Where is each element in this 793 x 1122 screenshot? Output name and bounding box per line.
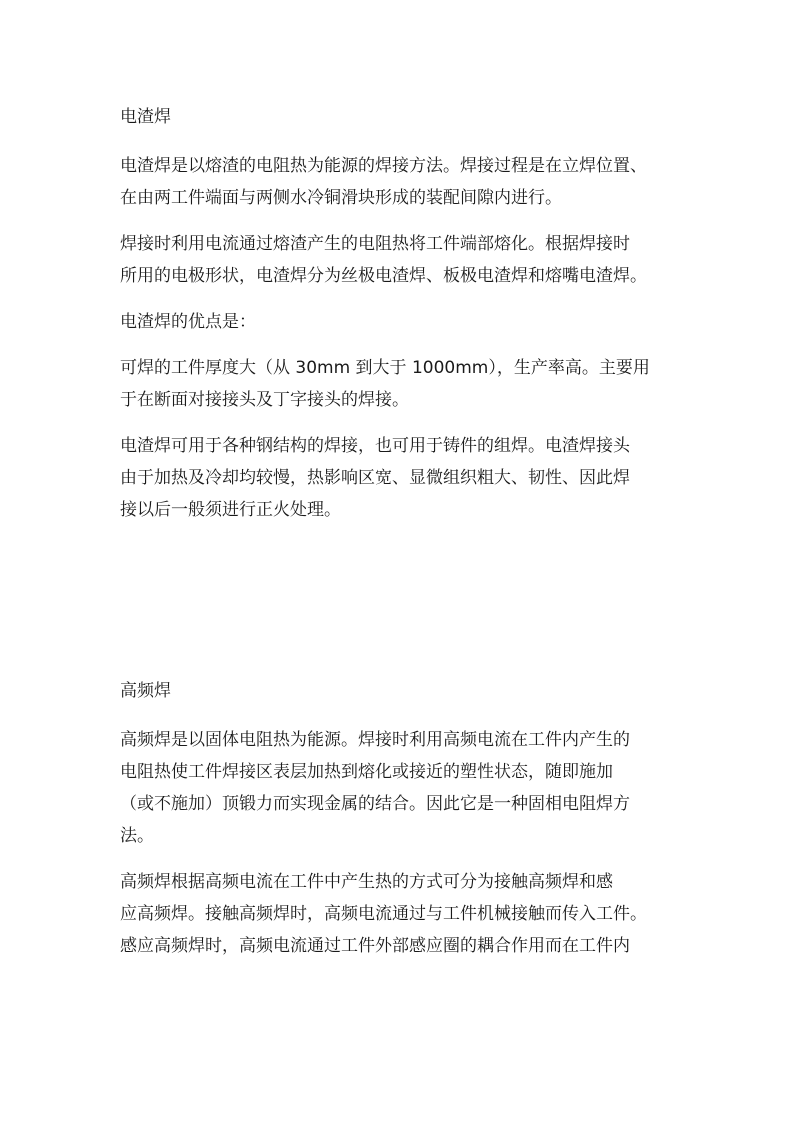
text-line: 焊接时利用电流通过熔渣产生的电阻热将工件端部熔化。根据焊接时 (120, 234, 630, 254)
paragraph (120, 306, 690, 338)
paragraph (120, 150, 690, 214)
text-line: 在由两工件端面与两侧水冷铜滑块形成的装配间隙内进行。 (120, 188, 562, 208)
section-electroslag-welding (120, 101, 690, 540)
paragraph (120, 352, 690, 416)
paragraph (120, 228, 690, 292)
text-line: 应高频焊。接触高频焊时，高频电流通过与工件机械接触而传入工件。 (120, 904, 647, 924)
section-high-frequency-welding (120, 675, 690, 976)
text-line: 感应高频焊时，高频电流通过工件外部感应圈的耦合作用而在工件内 (120, 936, 630, 956)
text-line: 可焊的工件厚度大（从 30mm 到大于 1000mm），生产率高。主要用 (120, 358, 650, 378)
text-line: 电渣焊的优点是： (120, 312, 256, 332)
text-line: 由于加热及冷却均较慢，热影响区宽、显微组织粗大、韧性、因此焊 (120, 468, 630, 488)
text-line: 高频焊是以固体电阻热为能源。焊接时利用高频电流在工件内产生的 (120, 730, 630, 750)
text-line: 高频焊根据高频电流在工件中产生热的方式可分为接触高频焊和感 (120, 872, 613, 892)
text-line: 电渣焊是以熔渣的电阻热为能源的焊接方法。焊接过程是在立焊位置、 (120, 156, 647, 176)
section-title: 高频焊 (120, 681, 171, 701)
text-line: 于在断面对接接头及丁字接头的焊接。 (120, 390, 409, 410)
text-line: （或不施加）顶锻力而实现金属的结合。因此它是一种固相电阻焊方 (120, 794, 630, 814)
text-line: 接以后一般须进行正火处理。 (120, 500, 341, 520)
text-line: 法。 (120, 826, 154, 846)
paragraph (120, 430, 690, 526)
section-title: 电渣焊 (120, 107, 171, 127)
paragraph (120, 866, 690, 962)
text-line: 所用的电极形状，电渣焊分为丝极电渣焊、板极电渣焊和熔嘴电渣焊。 (120, 266, 647, 286)
text-line: 电阻热使工件焊接区表层加热到熔化或接近的塑性状态，随即施加 (120, 762, 613, 782)
paragraph (120, 724, 690, 852)
text-line: 电渣焊可用于各种钢结构的焊接，也可用于铸件的组焊。电渣焊接头 (120, 436, 630, 456)
